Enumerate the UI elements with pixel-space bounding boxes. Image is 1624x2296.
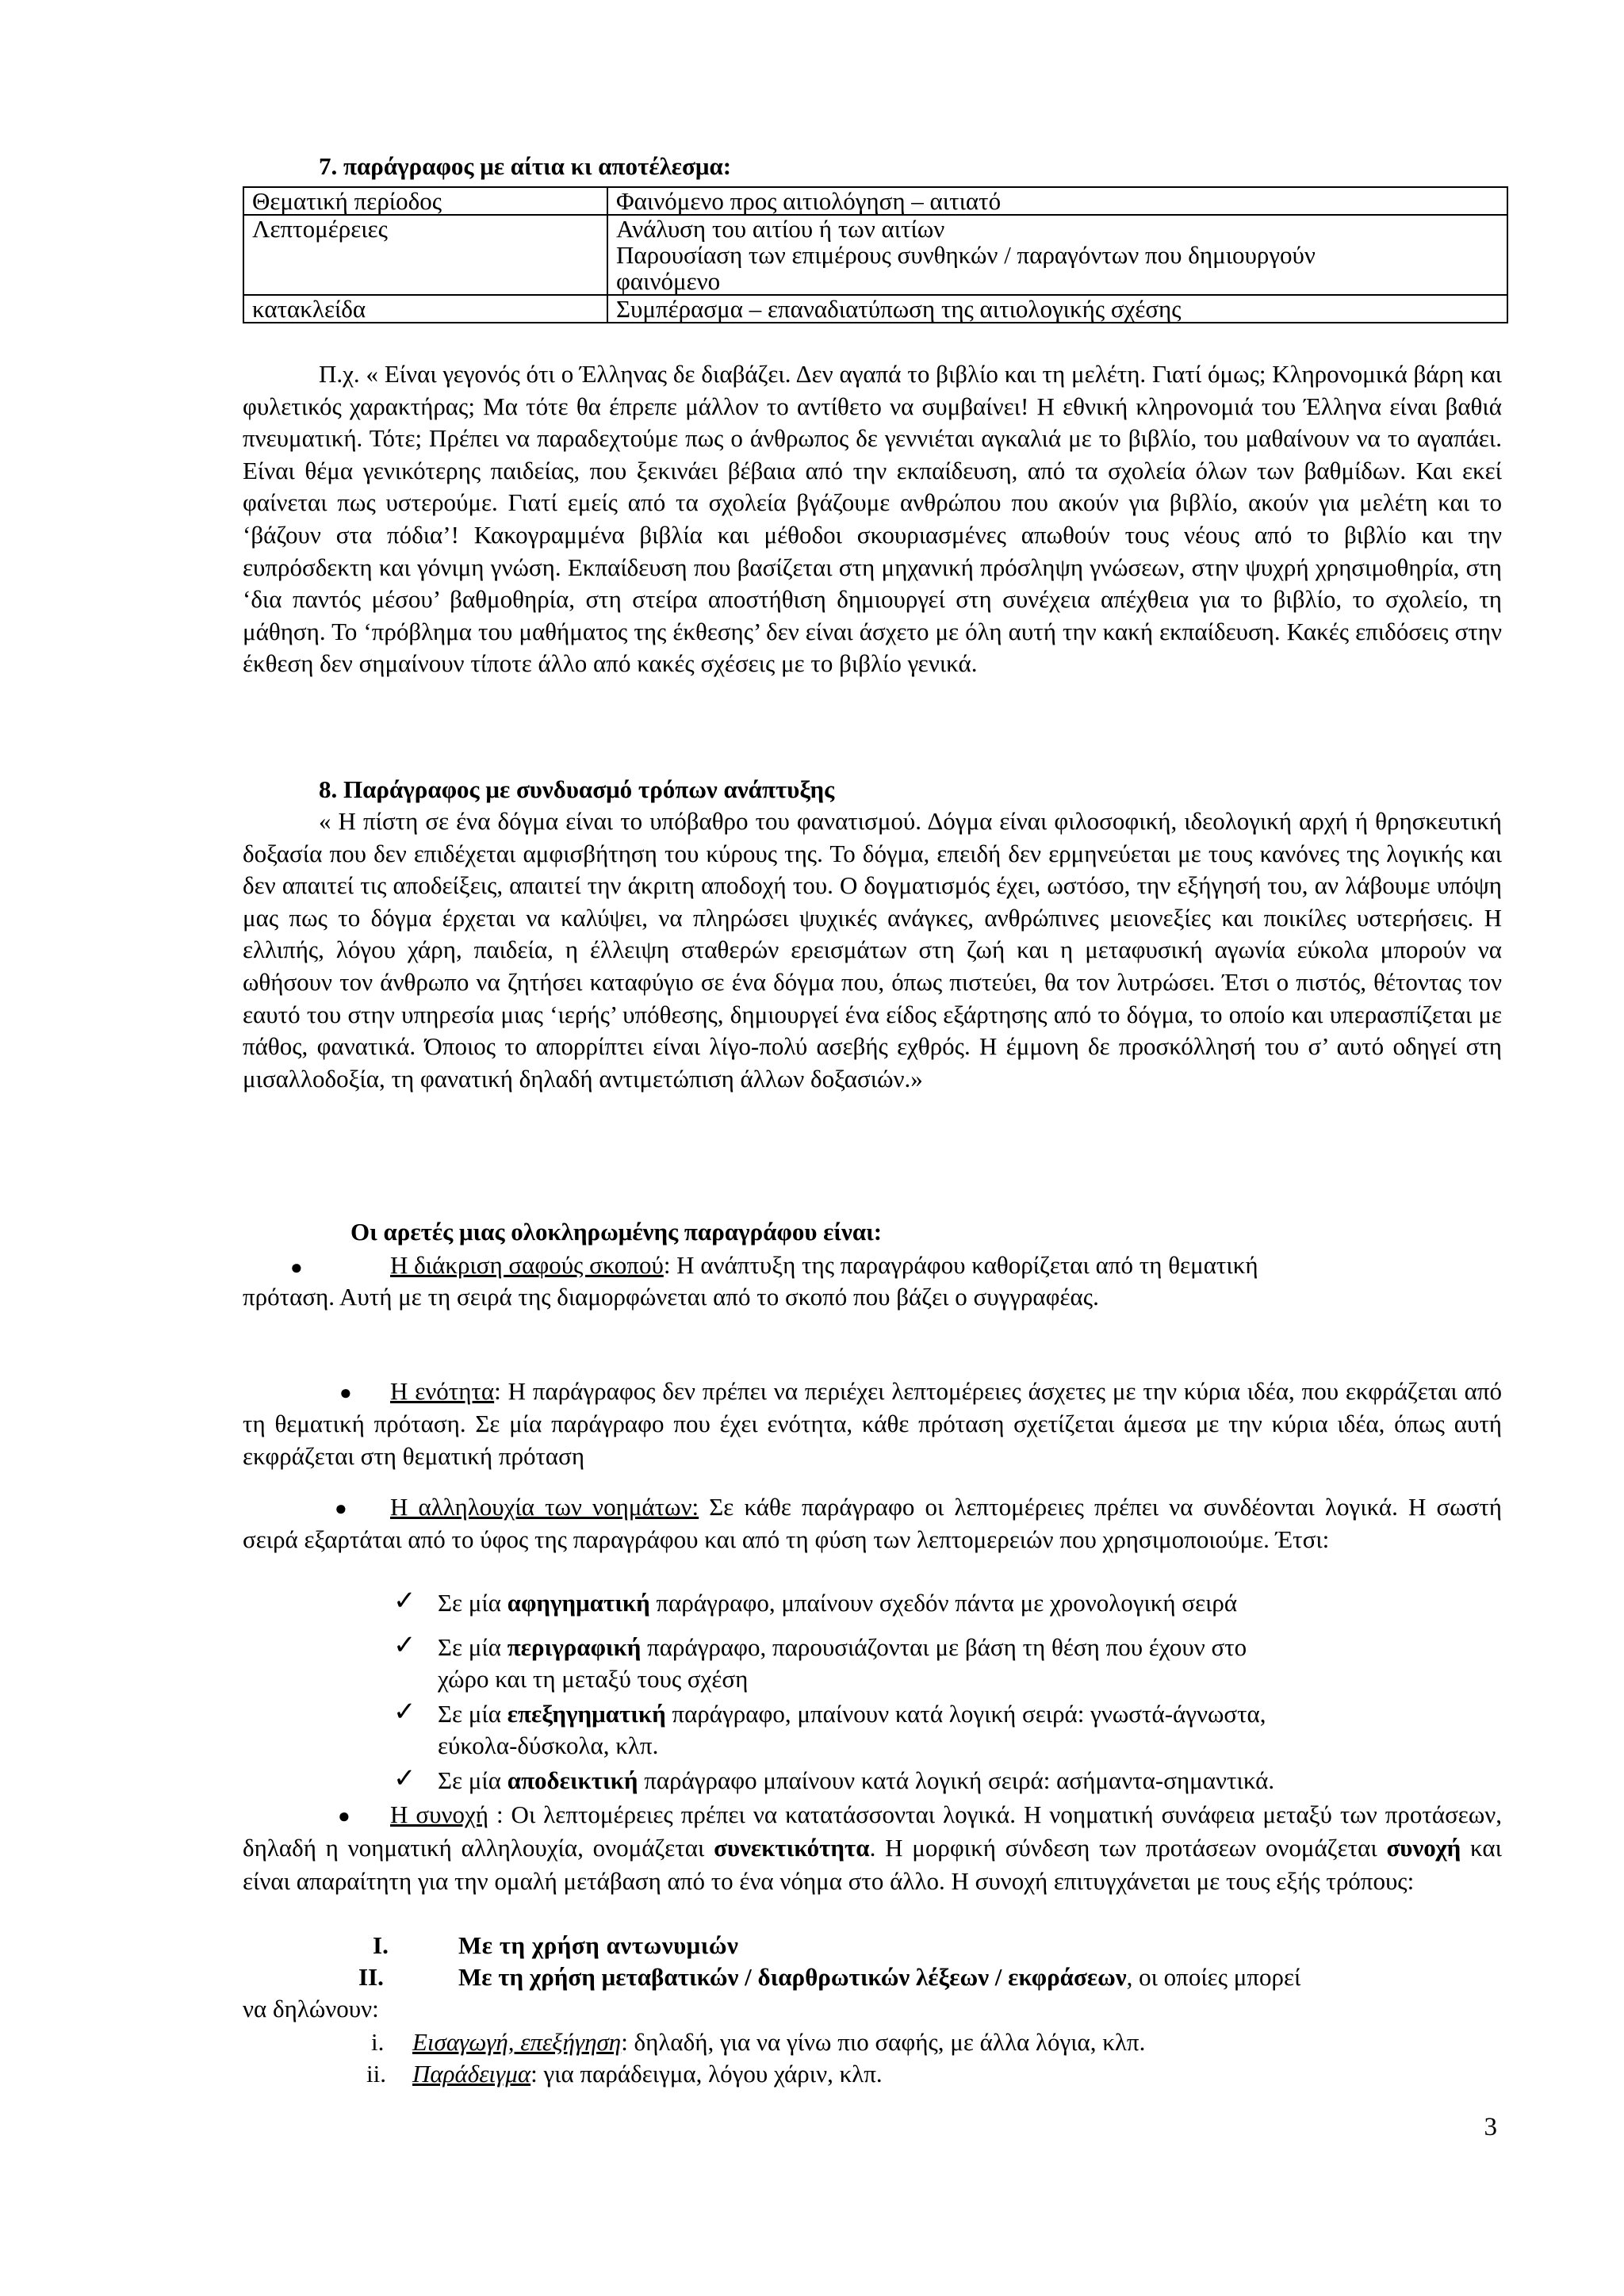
roman-item-rest: , οι οποίες μπορεί: [1126, 1963, 1301, 1991]
check-item-text: παράγραφο, παρουσιάζονται με βάση τη θέση που έχουν στο: [641, 1633, 1247, 1661]
table-cell-content: [607, 187, 1507, 215]
sub-item-term: Παράδειγμα: [412, 2060, 531, 2087]
virtue-bold: συνεκτικότητα: [714, 1834, 870, 1862]
sub-numeral: ii.: [366, 2060, 386, 2087]
virtue-term: Η διάκριση σαφούς σκοπού: [390, 1251, 664, 1279]
check-item-bold: αφηγηματική: [507, 1589, 650, 1617]
roman-item-text: Με τη χρήση αντωνυμιών: [458, 1931, 739, 1959]
sub-item: [412, 2028, 1145, 2057]
table-cell-line: Ανάλυση του αιτίου ή των αιτίων: [616, 216, 945, 242]
check-item-text: Σε μία: [438, 1766, 508, 1794]
sub-item-term: Εισαγωγή, επεξήγηση: [412, 2028, 622, 2056]
checkmark-icon: ✓: [393, 1764, 416, 1793]
check-item: [438, 1633, 1247, 1662]
table-row: [243, 187, 1507, 215]
table-cell-line: Φαινόμενο προς αιτιολόγηση – αιτιατό: [616, 188, 1002, 214]
virtue-text: και είναι απαραίτητη για την ομαλή μετάβαση από το ένα νόημα στο άλλο. Η συνοχή επιτυγχάνεται με τους εξής τρόπους:: [243, 1834, 1502, 1895]
check-item-text: Σε μία: [438, 1633, 508, 1661]
virtue-term: Η ενότητα: [390, 1377, 495, 1405]
virtue-clarity-cont: πρόταση. Αυτή με τη σειρά της διαμορφώνεται από το σκοπό που βάζει ο συγγραφέας.: [243, 1283, 1099, 1311]
virtue-cohesion-paragraph: [243, 1798, 1502, 1898]
roman-item-text: Με τη χρήση μεταβατικών / διαρθρωτικών λέξεων / εκφράσεων: [458, 1963, 1127, 1991]
table-cell-line: Παρουσίαση των επιμέρους συνθηκών / παραγόντων που δημιουργούν: [616, 242, 1316, 268]
section-7-heading: 7. παράγραφος με αίτια κι αποτέλεσμα:: [319, 152, 732, 180]
check-item: [438, 1700, 1266, 1728]
virtue-unity-paragraph: [243, 1375, 1502, 1472]
section-8-paragraph: « Η πίστη σε ένα δόγμα είναι το υπόβαθρο του φανατισμού. Δόγμα είναι φιλοσοφική, ιδεολογική αρχή ή θρησκευτική δοξασία που δεν επιδέχεται αμφισβήτηση του κύρους της. Το δόγμα, επειδή δεν ερμηνεύεται με τους κανόνες της λογικής και δεν απαιτεί τις αποδείξεις, απαιτεί την άκριτη αποδοχή του. Ο δογματισμός έχει, ωστόσο, την εξήγησή του, αν λάβουμε υπόψη μας πως το δόγμα έρχεται να καλύψει, να πληρώσει ψυχικές ανάγκες, ανθρώπινες μειονεξίες και ποικίλες υστερήσεις. Η ελλιπής, λόγου χάρη, παιδεία, η έλλειψη σταθερών ερεισμάτων στη ζωή και η μεταφυσική αγωνία εύκολα μπορούν να ωθήσουν τον άνθρωπο να ζητήσει καταφύγιο σε ένα δόγμα που, όπως πιστεύει, θα τον λυτρώσει. Έτσι ο πιστός, θέτοντας τον εαυτό του στην υπηρεσία μιας ‘ιερής’ υπόθεσης, δημιουργεί ένα είδος εξάρτησης από το δόγμα, το οποίο και υπερασπίζεται με πάθος, φανατικά. Όποιος το απορρίπτει είναι λίγο-πολύ ασεβής εχθρός. Η έμμονη δε προσκόλλησή του σ’ αυτό οδηγεί στη μισαλλοδοξία, τη φανατική δηλαδή αντιμετώπιση άλλων δοξασιών.»: [243, 807, 1502, 1093]
virtue-sequence-paragraph: [243, 1490, 1502, 1556]
virtue-text: : Οι λεπτομέρειες πρέπει να κατατάσσονται λογικά. Η νοηματική συνάφεια μεταξύ των προτάσεων, δηλαδή η νοηματική αλληλουχία, ονομάζεται: [243, 1800, 1502, 1862]
table-cell-line: Συμπέρασμα – επαναδιατύπωση της αιτιολογικής σχέσης: [616, 296, 1182, 322]
example-paragraph: Π.χ. « Είναι γεγονός ότι ο Έλληνας δε διαβάζει. Δεν αγαπά το βιβλίο και τη μελέτη. Γιατί όμως; Κληρονομικά βάρη και φυλετικός χαρακτήρας; Μα τότε θα έπρεπε μάλλον το αντίθετο να συμβαίνει! Η εθνική κληρονομιά του Έλληνα είναι βαθιά πνευματική. Τότε; Πρέπει να παραδεχτούμε πως ο άνθρωπος δε γεννιέται αγκαλιά με το βιβλίο, του μαθαίνουν να το αγαπάει. Είναι θέμα γενικότερης παιδείας, που ξεκινάει βέβαια από την εκπαίδευση, από τα σχολεία όλων των βαθμίδων. Και εκεί φαίνεται πως υστερούμε. Γιατί εμείς από τα σχολεία βγάζουμε ανθρώπου που ακούν για βιβλίο, ακούν για μελέτη και το ‘βάζουν στα πόδια’! Κακογραμμένα βιβλία και μέθοδοι σκουριασμένες απωθούν τους νέους από το βιβλίο και την ευπρόσδεκτη και γόνιμη γνώση. Εκπαίδευση που βασίζεται στη μηχανική πρόσληψη γνώσεων, στην ψυχρή χρησιμοθηρία, στη ‘δια παντός μέσου’ βαθμοθηρία, στη στείρα αποστήθιση δημιουργεί στη συνέχεια απέχθεια για το βιβλίο, το σχολείο, τη μάθηση. Το ‘πρόβλημα του μαθήματος της έκθεσης’ δεν είναι άσχετο με όλη αυτή την κακή εκπαίδευση. Κακές επιδόσεις στην έκθεση δεν σημαίνουν τίποτε άλλο από κακές σχέσεις με το βιβλίο γενικά.: [243, 360, 1502, 678]
table-row: [243, 215, 1507, 295]
virtue-clarity-line: [390, 1251, 1258, 1280]
virtue-text: Σε κάθε παράγραφο οι λεπτομέρειες πρέπει να συνδέονται λογικά. Η σωστή σειρά εξαρτάται από το ύφος της παραγράφου και από τη φύση των λεπτομερειών που χρησιμοποιούμε. Έτσι:: [243, 1493, 1503, 1553]
check-item-text: Σε μία: [438, 1589, 508, 1617]
bullet-icon: ●: [339, 1381, 352, 1404]
checkmark-icon: ✓: [393, 1697, 416, 1727]
table-cell-label: Θεματική περίοδος: [243, 187, 607, 215]
table-cell-label: κατακλείδα: [243, 295, 607, 323]
sub-item-text: : δηλαδή, για να γίνω πιο σαφής, με άλλα λόγια, κλπ.: [621, 2028, 1146, 2056]
cause-effect-table: [243, 186, 1508, 323]
checkmark-icon: ✓: [393, 1631, 416, 1660]
sub-item: [412, 2060, 883, 2088]
check-item: [438, 1766, 1274, 1795]
check-item-text: παράγραφο μπαίνουν κατά λογική σειρά: ασήμαντα-σημαντικά.: [638, 1766, 1275, 1794]
bullet-icon: ●: [338, 1804, 350, 1827]
virtues-heading: Οι αρετές μιας ολοκληρωμένης παραγράφου είναι:: [350, 1218, 883, 1246]
table-cell-content: [607, 295, 1507, 323]
roman-item: [458, 1963, 1300, 1992]
page-number: 3: [1484, 2113, 1497, 2141]
virtue-bold: συνοχή: [1386, 1834, 1461, 1862]
check-item-text: παράγραφο, μπαίνουν κατά λογική σειρά: γνωστά-άγνωστα,: [665, 1700, 1266, 1728]
table-cell-label: Λεπτομέρειες: [243, 215, 607, 295]
table-row: [243, 295, 1507, 323]
checkmark-icon: ✓: [393, 1586, 416, 1616]
virtue-term: Η συνοχή: [390, 1800, 488, 1828]
check-item-bold: περιγραφική: [507, 1633, 642, 1661]
sub-numeral: i.: [371, 2028, 385, 2056]
virtue-text: : Η παράγραφος δεν πρέπει να περιέχει λεπτομέρειες άσχετες με την κύρια ιδέα, που εκφράζεται από τη θεματική πρόταση. Σε μία παράγραφο που έχει ενότητα, κάθε πρόταση σχετίζεται άμεσα με την κύρια ιδέα, όπως αυτή εκφράζεται στη θεματική πρόταση: [243, 1377, 1503, 1470]
check-item-bold: αποδεικτική: [507, 1766, 638, 1794]
bullet-icon: ●: [335, 1497, 347, 1520]
check-item-cont: χώρο και τη μεταξύ τους σχέση: [438, 1665, 749, 1693]
table-cell-line: φαινόμενο: [616, 268, 721, 294]
roman-numeral: II.: [358, 1963, 384, 1991]
roman-numeral: I.: [373, 1931, 389, 1959]
bullet-icon: ●: [290, 1256, 303, 1279]
check-item: [438, 1589, 1237, 1617]
check-item-text: Σε μία: [438, 1700, 508, 1728]
section-8-heading: 8. Παράγραφος με συνδυασμό τρόπων ανάπτυξης: [319, 775, 835, 803]
check-item-cont: εύκολα-δύσκολα, κλπ.: [438, 1732, 659, 1759]
sub-item-text: : για παράδειγμα, λόγου χάριν, κλπ.: [530, 2060, 883, 2087]
virtue-text: : Η ανάπτυξη της παραγράφου καθορίζεται από τη θεματική: [663, 1251, 1258, 1279]
virtue-term: Η αλληλουχία των νοημάτων:: [390, 1493, 699, 1521]
virtue-text: . Η μορφική σύνδεση των προτάσεων ονομάζεται: [869, 1834, 1387, 1862]
table-cell-content: [607, 215, 1507, 295]
check-item-bold: επεξηγηματική: [507, 1700, 666, 1728]
check-item-text: παράγραφο, μπαίνουν σχεδόν πάντα με χρονολογική σειρά: [649, 1589, 1238, 1617]
roman-item-cont: να δηλώνουν:: [243, 1995, 379, 2022]
